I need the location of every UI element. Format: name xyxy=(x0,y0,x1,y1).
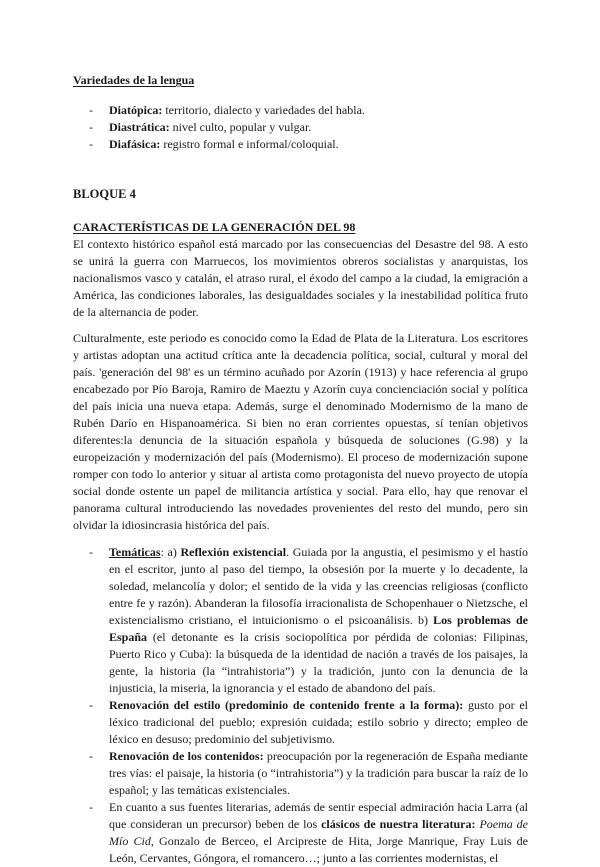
term-label: Diafásica: xyxy=(109,137,161,151)
problemas-text: (el detonante es la crisis sociopolítica por pérdida de colonias: Filipinas, Puerto Rico y Cuba): la búsqueda de la identidad de nación a través de los paisajes, la gente, la historia (la “intrahistoria”) y la tradición, junto con la denuncia de la injusticia, la miseria, la ignorancia y el estado de abandono del país. xyxy=(109,630,528,695)
contenidos-text: preocupación por la regeneración de España mediante tres vías: el paisaje, la historia (o “intrahistoria”) y la tradición para buscar la raíz de lo español; y las temáticas existenciales. xyxy=(109,749,528,797)
document-page xyxy=(73,72,528,867)
term-label: Diatópica: xyxy=(109,103,163,117)
contenidos-label: Renovación de los contenidos: xyxy=(109,749,264,763)
list-item xyxy=(73,102,528,119)
term-text: nivel culto, popular y vulgar. xyxy=(169,120,312,134)
term-text: registro formal e informal/coloquial. xyxy=(160,137,339,151)
term-text: territorio, dialecto y variedades del habla. xyxy=(162,103,365,117)
bloque-title: BLOQUE 4 xyxy=(73,187,136,201)
poema-title: Poema de Mío Cid xyxy=(109,817,529,848)
estilo-label: Renovación del estilo (predominio de contenido frente a la forma): xyxy=(109,698,464,712)
list-item xyxy=(73,136,528,153)
reflexion-label: Reflexión existencial xyxy=(180,545,287,559)
paragraph-cultural: Culturalmente, este periodo es conocido como la Edad de Plata de la Literatura. Los escritores y artistas adoptan una actitud crítica ante la decadencia política, social, cultural y moral del país. 'generación del 98' es un término acuñado por Azorín (1913) y hace referencia al grupo encabezado por Pío Baroja, Ramiro de Maeztu y Azorín cuya concienciación social y política del país inicia una nueva etapa. Además, surge el denominado Modernismo de la mano de Rubén Darío en Hispanoamérica. Si bien no eran corrientes opuestas, sí tenían objetivos diferentes:la denuncia de la situación española y búsqueda de soluciones (G.98) y la europeización y modernización del país (Modernismo). El proceso de modernización supone romper con todo lo anterior y situar al artista como protagonista del nuevo proyecto de utopía social donde ostente un papel de militancia artística y social. Para ello, hay que renovar el panorama cultural introduciendo las novedades provenientes del resto del mundo, pero sin olvidar la idiosincrasia histórica del país. xyxy=(73,331,528,532)
list-item-contenidos xyxy=(73,748,528,799)
variedades-list xyxy=(73,102,528,153)
tematicas-label: Temáticas xyxy=(109,545,161,559)
paragraph-contexto: El contexto histórico español está marcado por las consecuencias del Desastre del 98. A esto se unirá la guerra con Marruecos, los movimientos obreros socialistas y anarquistas, los nacionalismos vasco y catalán, el atraso rural, el éxodo del campo a la ciudad, la emigración a América, las condiciones laborales, las desigualdades sociales y la inestabilidad política fruto de la alternancia de poder. xyxy=(73,237,528,319)
fuentes-text-3: , Gonzalo de Berceo, el Arcipreste de Hita, Jorge Manrique, Fray Luis de León, Cervantes, Góngora, el romancero…; junto a las corrientes modernistas, el xyxy=(109,834,529,865)
reflexion-text: . Guiada por la angustia, el pesimismo y el hastío en el escritor, junto al paso del tiempo, la obsesión por la muerte y lo decadente, la soledad, melancolía y dolor; el sentido de la vida y las creencias religiosas (conflicto entre fe y razón). Abanderan la filosofía irracionalista de Schopenhauer o Nietzsche, el existencialismo cristiano, el intuicionismo o el psicoanálisis. b) xyxy=(109,545,528,627)
list-item-tematicas xyxy=(73,544,528,697)
tematicas-prefix: : a) xyxy=(160,545,181,559)
clasicos-label: clásicos de nuestra literatura: xyxy=(321,817,476,831)
caracteristicas-list xyxy=(73,544,528,867)
list-item-fuentes xyxy=(73,799,528,867)
list-item-estilo xyxy=(73,697,528,748)
list-item xyxy=(73,119,528,136)
generacion-heading: CARACTERÍSTICAS DE LA GENERACIÓN DEL 98 xyxy=(73,220,356,234)
fuentes-text-1: En cuanto a sus fuentes literarias, además de sentir especial admiración hacia Larra (al que consideran un precursor) beben de los xyxy=(109,800,528,831)
problemas-label: Los problemas de España xyxy=(109,613,528,644)
term-label: Diastrática: xyxy=(109,120,170,134)
estilo-text: gusto por el léxico tradicional del pueblo; expresión cuidada; estilo sobrio y directo; empleo de léxico en desuso; predominio del subjetivismo. xyxy=(109,698,528,746)
variedades-heading: Variedades de la lengua xyxy=(73,73,195,87)
